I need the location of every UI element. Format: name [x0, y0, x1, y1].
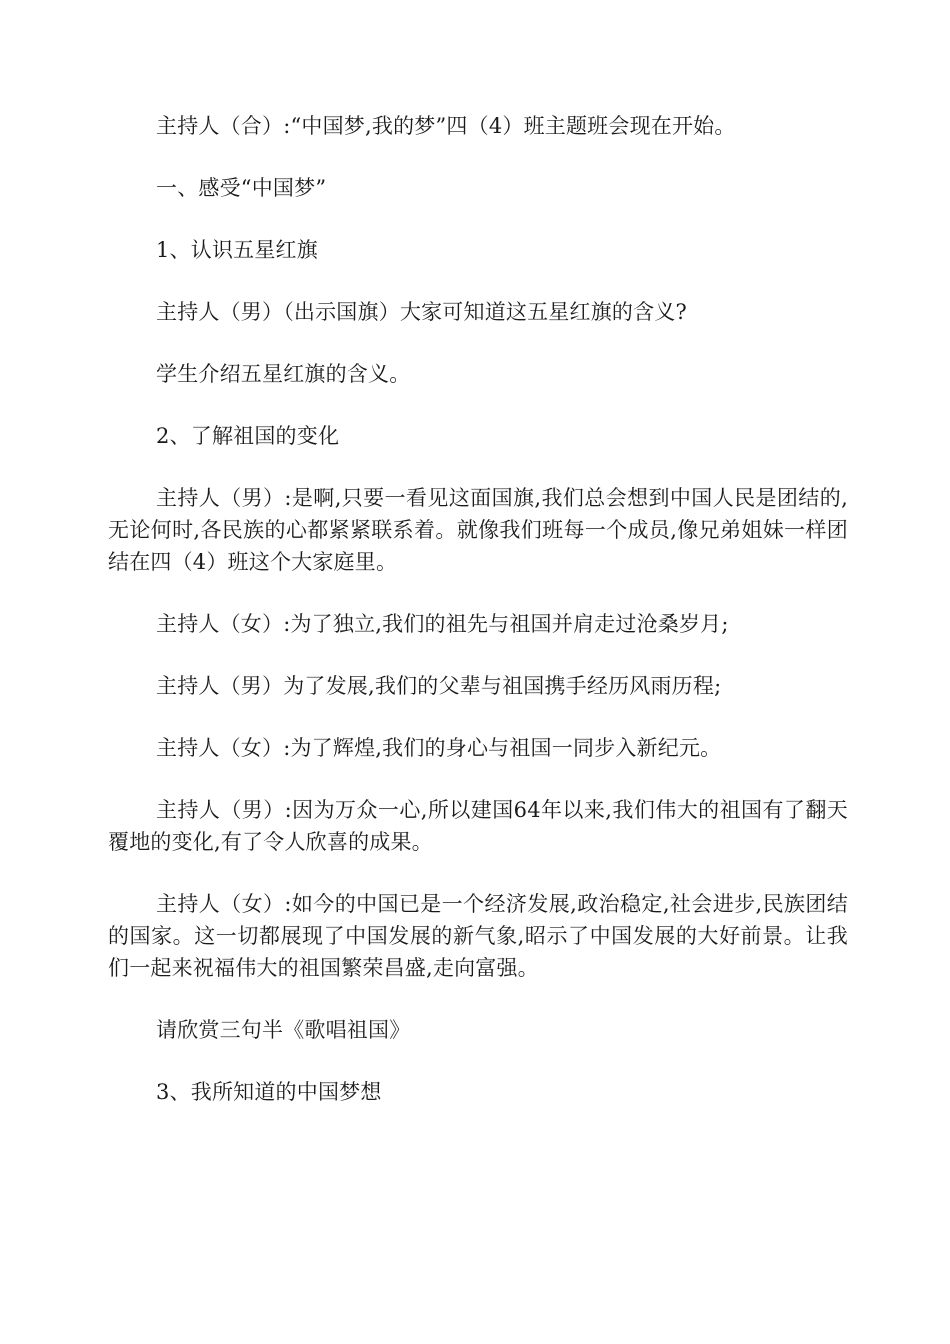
host-female-independence: 主持人（女）:为了独立,我们的祖先与祖国并肩走过沧桑岁月; [156, 612, 729, 636]
host-male-64-years: 主持人（男）:因为万众一心,所以建国64年以来,我们伟大的祖国有了翻天覆地的变化,有了令人欣喜的成果。 [108, 798, 848, 854]
host-female-glory: 主持人（女）:为了辉煌,我们的身心与祖国一同步入新纪元。 [156, 736, 722, 760]
subheading-china-dreams-known: 3、我所知道的中国梦想 [156, 1080, 382, 1104]
document-body [108, 110, 848, 1138]
host-male-flag-question: 主持人（男）（出示国旗）大家可知道这五星红旗的含义? [156, 300, 687, 324]
host-female-blessing: 主持人（女）:如今的中国已是一个经济发展,政治稳定,社会进步,民族团结的国家。这一切都展现了中国发展的新气象,昭示了中国发展的大好前景。让我们一起来祝福伟大的祖国繁荣昌盛,走向富强。 [108, 892, 848, 980]
section-heading-feel-china-dream: 一、感受“中国梦” [156, 176, 327, 200]
subheading-recognize-flag: 1、认识五星红旗 [156, 238, 318, 262]
host-male-unity-paragraph: 主持人（男）:是啊,只要一看见这面国旗,我们总会想到中国人民是团结的,无论何时,各民族的心都紧紧联系着。就像我们班每一个成员,像兄弟姐妹一样团结在四（4）班这个大家庭里。 [108, 486, 848, 574]
host-male-development: 主持人（男）为了发展,我们的父辈与祖国携手经历风雨历程; [156, 674, 722, 698]
opening-line: 主持人（合）:“中国梦,我的梦”四（4）班主题班会现在开始。 [156, 114, 736, 138]
performance-announcement: 请欣赏三句半《歌唱祖国》 [156, 1018, 411, 1042]
subheading-understand-changes: 2、了解祖国的变化 [156, 424, 340, 448]
students-introduce-flag: 学生介绍五星红旗的含义。 [156, 362, 411, 386]
